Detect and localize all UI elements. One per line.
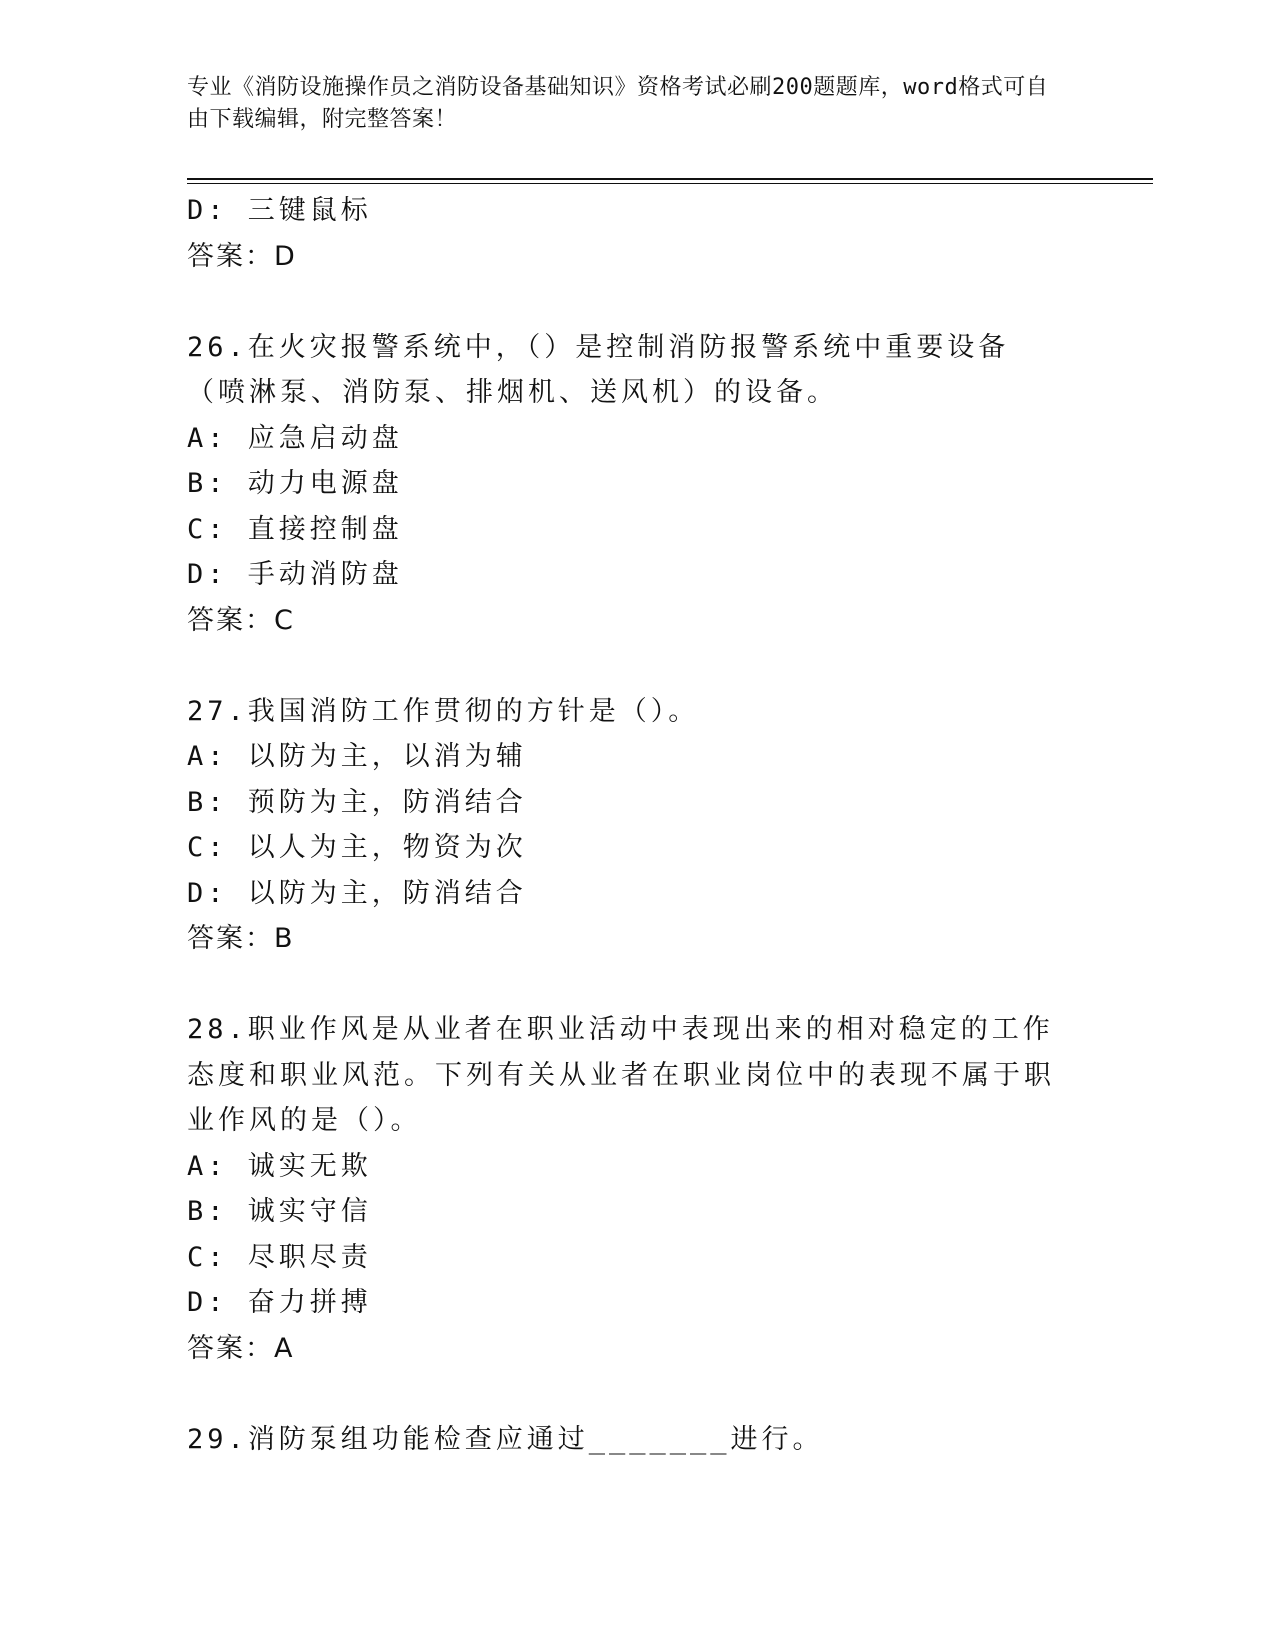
question-stem: 28.职业作风是从业者在职业活动中表现出来的相对稳定的工作态度和职业风范。下列有关从业者在职业岗位中的表现不属于职业作风的是（）。 <box>187 1014 1055 1136</box>
spacer <box>187 279 1087 325</box>
question-content <box>187 188 1087 1462</box>
header-divider-thick <box>187 178 1153 180</box>
question-29 <box>187 1417 1087 1463</box>
option-c: C: 直接控制盘 <box>187 513 403 545</box>
answer: 答案：A <box>187 1332 295 1364</box>
answer: 答案：C <box>187 604 295 636</box>
answer: 答案：B <box>187 923 295 954</box>
document-header: 专业《消防设施操作员之消防设备基础知识》资格考试必刷200题题库，word格式可自由下载编辑，附完整答案！ <box>187 75 1049 132</box>
question-stem: 27.我国消防工作贯彻的方针是（）。 <box>187 695 700 727</box>
question-stem: 29.消防泵组功能检查应通过_______进行。 <box>187 1423 824 1455</box>
option-a: A: 诚实无欺 <box>187 1150 372 1182</box>
question-stem: 26.在火灾报警系统中，（）是控制消防报警系统中重要设备（喷淋泵、消防泵、排烟机、送风机）的设备。 <box>187 331 1010 408</box>
prev-option-d: D: 三键鼠标 <box>187 195 372 226</box>
header-divider-thin <box>187 183 1153 184</box>
option-a: A: 应急启动盘 <box>187 422 403 454</box>
question-28 <box>187 1007 1087 1371</box>
option-b: B: 动力电源盘 <box>187 468 403 499</box>
option-d: D: 奋力拼搏 <box>187 1287 372 1318</box>
option-a: A: 以防为主，以消为辅 <box>187 741 527 772</box>
question-27 <box>187 689 1087 962</box>
option-b: B: 预防为主，防消结合 <box>187 786 527 818</box>
option-d: D: 手动消防盘 <box>187 559 403 590</box>
prev-answer: 答案：D <box>187 240 297 272</box>
option-b: B: 诚实守信 <box>187 1196 372 1227</box>
spacer <box>187 962 1087 1008</box>
question-26 <box>187 325 1087 644</box>
spacer <box>187 1371 1087 1417</box>
option-d: D: 以防为主，防消结合 <box>187 877 527 909</box>
option-c: C: 尽职尽责 <box>187 1241 372 1273</box>
option-c: C: 以人为主，物资为次 <box>187 832 527 863</box>
spacer <box>187 643 1087 689</box>
